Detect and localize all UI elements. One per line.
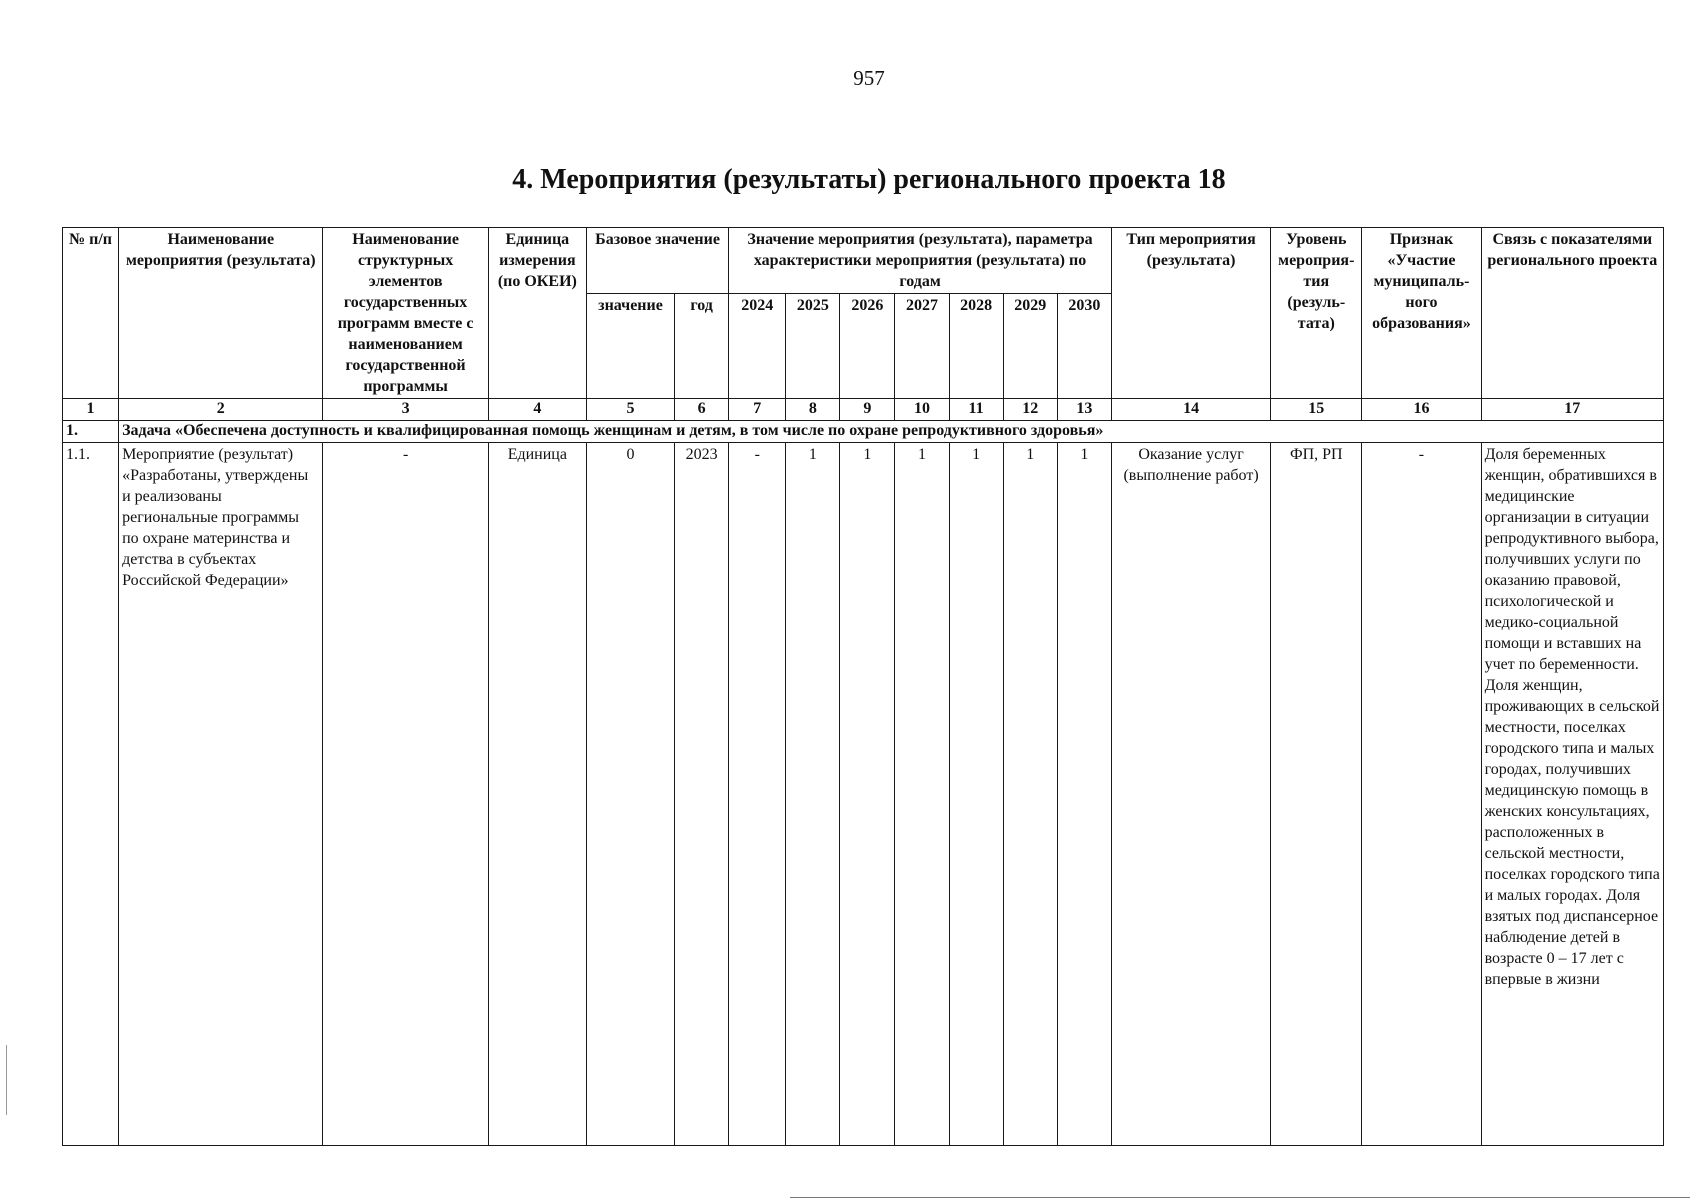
scan-margin-mark xyxy=(6,1045,7,1115)
measure-name: Мероприятие (результат) «Разработаны, утверждены и реализованы региональные программы по охране материнства и детства в субъектах Российской Федерации» xyxy=(119,443,323,1146)
column-number: 10 xyxy=(895,399,949,421)
header-measure-name: Наименование мероприятия (результата) xyxy=(119,228,323,399)
value-2024: - xyxy=(729,443,786,1146)
measure-level: ФП, РП xyxy=(1271,443,1362,1146)
structural-element: - xyxy=(323,443,488,1146)
column-number: 12 xyxy=(1003,399,1057,421)
value-2030: 1 xyxy=(1057,443,1111,1146)
table-row xyxy=(63,443,1664,1146)
column-number: 6 xyxy=(675,399,729,421)
value-2025: 1 xyxy=(786,443,840,1146)
row-number: 1.1. xyxy=(63,443,119,1146)
column-number: 13 xyxy=(1057,399,1111,421)
header-values-by-year: Значение мероприятия (результата), параметра характеристики мероприятия (результата) по годам xyxy=(729,228,1112,294)
header-year: 2029 xyxy=(1003,294,1057,399)
page-number: 957 xyxy=(853,66,885,90)
header-year: 2025 xyxy=(786,294,840,399)
column-number: 7 xyxy=(729,399,786,421)
column-number: 15 xyxy=(1271,399,1362,421)
measure-type: Оказание услуг (выполнение работ) xyxy=(1111,443,1270,1146)
municipal-participation: - xyxy=(1362,443,1481,1146)
header-year: 2027 xyxy=(895,294,949,399)
value-2028: 1 xyxy=(949,443,1003,1146)
document-title: 4. Мероприятия (результаты) регионального проекта 18 xyxy=(512,164,1226,195)
column-number: 9 xyxy=(840,399,895,421)
task-number: 1. xyxy=(63,421,119,443)
header-unit: Единица измерения (по ОКЕИ) xyxy=(488,228,586,399)
header-number: № п/п xyxy=(63,228,119,399)
column-number: 3 xyxy=(323,399,488,421)
column-number: 4 xyxy=(488,399,586,421)
header-base-value: значение xyxy=(586,294,674,399)
column-number: 14 xyxy=(1111,399,1270,421)
unit: Единица xyxy=(488,443,586,1146)
header-year: 2024 xyxy=(729,294,786,399)
column-number: 5 xyxy=(586,399,674,421)
column-number: 1 xyxy=(63,399,119,421)
header-municipal-participation: Признак «Участие муниципаль-ного образования» xyxy=(1362,228,1481,399)
base-year: 2023 xyxy=(675,443,729,1146)
column-number: 16 xyxy=(1362,399,1481,421)
task-text: Задача «Обеспечена доступность и квалифицированная помощь женщинам и детям, в том числе по охране репродуктивного здоровья» xyxy=(119,421,1664,443)
base-value: 0 xyxy=(586,443,674,1146)
header-base-year: год xyxy=(675,294,729,399)
column-number: 17 xyxy=(1481,399,1663,421)
header-measure-level: Уровень мероприя-тия (резуль-тата) xyxy=(1271,228,1362,399)
column-numbers-row xyxy=(63,399,1664,421)
header-measure-type: Тип мероприятия (результата) xyxy=(1111,228,1270,399)
value-2027: 1 xyxy=(895,443,949,1146)
scan-bottom-line xyxy=(790,1197,1690,1198)
value-2026: 1 xyxy=(840,443,895,1146)
header-year: 2030 xyxy=(1057,294,1111,399)
column-number: 2 xyxy=(119,399,323,421)
header-year: 2028 xyxy=(949,294,1003,399)
value-2029: 1 xyxy=(1003,443,1057,1146)
header-year: 2026 xyxy=(840,294,895,399)
measures-table xyxy=(62,227,1664,1146)
header-link-indicators: Связь с показателями регионального проекта xyxy=(1481,228,1663,399)
task-row xyxy=(63,421,1664,443)
column-number: 11 xyxy=(949,399,1003,421)
column-number: 8 xyxy=(786,399,840,421)
header-structural-elements: Наименование структурных элементов государственных программ вместе с наименованием государственной программы xyxy=(323,228,488,399)
link-indicators: Доля беременных женщин, обратившихся в медицинские организации в ситуации репродуктивного выбора, получивших услуги по оказанию правовой, психологической и медико-социальной помощи и вставших на учет по беременности. Доля женщин, проживающих в сельской местности, поселках городского типа и малых городах, получивших медицинскую помощь в женских консультациях, расположенных в сельской местности, поселках городского типа и малых городах. Доля взятых под диспансерное наблюдение детей в возрасте 0 – 17 лет с впервые в жизни xyxy=(1481,443,1663,1146)
header-base-value-group: Базовое значение xyxy=(586,228,728,294)
